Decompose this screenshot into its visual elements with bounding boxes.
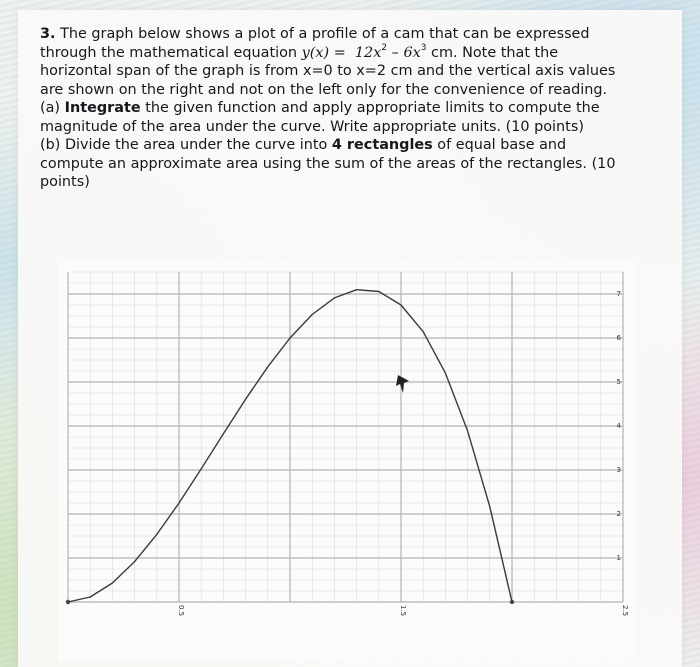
x-tick-label: 2.5 — [621, 605, 629, 617]
y-tick-label: 3 — [616, 466, 621, 474]
part-a-bold: Integrate — [64, 100, 141, 116]
question-line-2: through the mathematical equation — [40, 44, 298, 61]
question-line-9: points) — [40, 174, 90, 190]
curve-end-point — [510, 600, 514, 604]
part-b-bold: 4 rectangles — [331, 137, 433, 153]
equation-equals: = — [333, 44, 346, 61]
curve-point — [423, 331, 424, 332]
curve-point — [178, 502, 179, 503]
curve-point — [467, 430, 468, 431]
question-line-8: compute an approximate area using the sum of the areas of the rectangles. (10 — [40, 155, 616, 172]
curve-point — [356, 289, 357, 290]
y-tick-label: 4 — [616, 422, 621, 430]
y-tick-label: 1 — [616, 554, 621, 562]
part-a-prefix: (a) — [40, 100, 65, 116]
y-tick-label: 7 — [616, 290, 621, 298]
x-tick-label: 0.5 — [177, 605, 185, 617]
part-a-text: the given function and apply appropriate limits to compute the — [140, 100, 600, 116]
question-text — [40, 25, 670, 192]
curve-point — [245, 399, 246, 400]
y-tick-label: 2 — [616, 510, 621, 518]
y-tick-label: 5 — [616, 378, 621, 386]
part-b-prefix: (b) Divide the area under the curve into — [40, 137, 332, 153]
question-line-3: horizontal span of the graph is from x=0 to x=2 cm and the vertical axis values — [40, 63, 616, 79]
equation-exponent-1: 2 — [381, 42, 388, 53]
curve-point — [223, 433, 224, 434]
curve-point — [134, 561, 135, 562]
curve-point — [156, 534, 157, 535]
curve-point — [445, 373, 446, 374]
curve-point — [489, 506, 490, 507]
curve-point — [112, 582, 113, 583]
curve-point — [201, 468, 202, 469]
question-line-1: The graph below shows a plot of a profile of a cam that can be expressed — [60, 26, 590, 42]
cam-profile-chart — [58, 262, 636, 662]
question-line-2-end: cm. Note that the — [426, 44, 559, 61]
equation-exponent-2: 3 — [420, 42, 427, 53]
question-number: 3. — [40, 26, 56, 42]
curve-point — [90, 596, 91, 597]
curve-point — [267, 366, 268, 367]
equation-term-2: 6x — [403, 44, 421, 61]
curve-point — [312, 314, 313, 315]
x-tick-label: 1.5 — [399, 605, 407, 617]
equation-lhs: y(x) — [301, 44, 330, 61]
question-line-6: magnitude of the area under the curve. Write appropriate units. (10 points) — [40, 118, 584, 135]
equation — [301, 42, 427, 61]
curve-point — [400, 304, 401, 305]
curve-start-point — [66, 600, 70, 604]
question-line-4: are shown on the right and not on the left only for the convenience of reading. — [40, 81, 608, 98]
curve-point — [334, 297, 335, 298]
equation-term-1: 12x — [354, 44, 382, 61]
equation-minus: – — [391, 44, 399, 61]
curve-point — [378, 291, 379, 292]
part-b-text: of equal base and — [432, 137, 567, 153]
y-tick-label: 6 — [616, 334, 621, 342]
curve-point — [289, 337, 290, 338]
